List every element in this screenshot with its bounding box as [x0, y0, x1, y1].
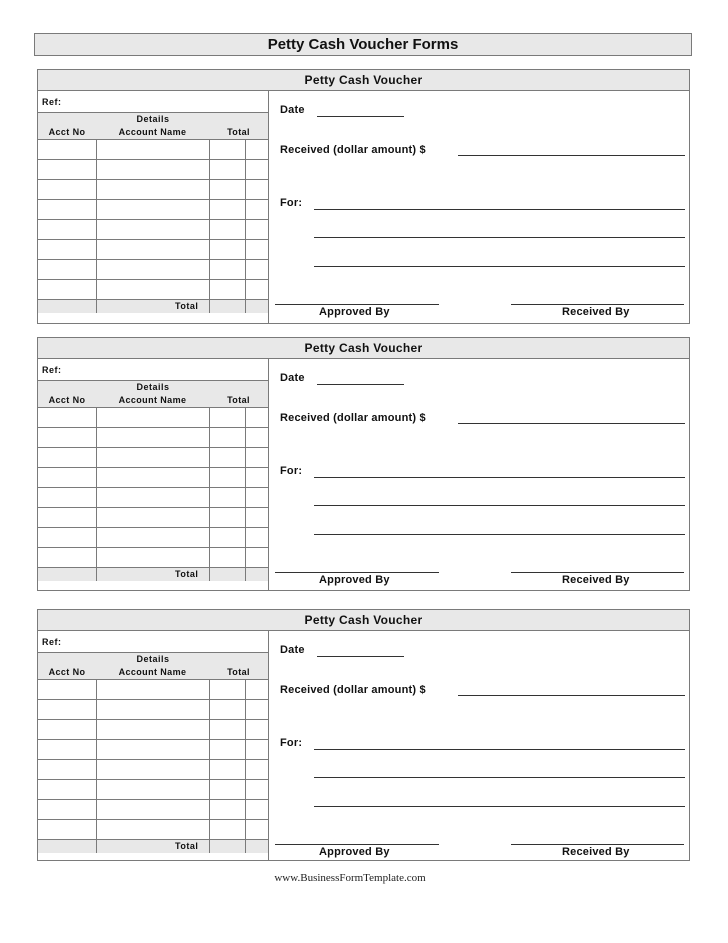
details-row[interactable] [38, 180, 268, 200]
voucher-info-panel [269, 359, 689, 590]
for-field-line-3[interactable] [314, 806, 685, 807]
cell-border [38, 200, 246, 219]
date-label: Date [280, 644, 305, 656]
cell-border [38, 260, 246, 279]
for-field-line-2[interactable] [314, 505, 685, 506]
total-label: Total [175, 301, 199, 311]
cell-border [38, 780, 246, 799]
details-row[interactable] [38, 488, 268, 508]
received-amount-label: Received (dollar amount) $ [280, 684, 426, 696]
page-title: Petty Cash Voucher Forms [34, 33, 692, 56]
details-row[interactable] [38, 528, 268, 548]
details-row[interactable] [38, 720, 268, 740]
petty-cash-voucher-3 [37, 609, 690, 861]
details-grid [38, 408, 268, 581]
column-headers [38, 666, 268, 680]
approved-by-label: Approved By [319, 846, 390, 858]
petty-cash-voucher-2 [37, 337, 690, 591]
details-row[interactable] [38, 700, 268, 720]
voucher-header: Petty Cash Voucher [38, 610, 689, 631]
cell-border [38, 840, 246, 853]
received-amount-field[interactable] [458, 155, 685, 156]
details-row[interactable] [38, 240, 268, 260]
details-row[interactable] [38, 280, 268, 300]
date-field[interactable] [317, 656, 404, 657]
cell-border [38, 488, 246, 507]
cell-border [38, 468, 246, 487]
col-acct-no: Acct No [48, 127, 86, 137]
voucher-details-panel [38, 91, 269, 323]
col-total: Total [227, 127, 250, 137]
cell-border [38, 408, 246, 427]
details-row[interactable] [38, 200, 268, 220]
details-row[interactable] [38, 820, 268, 840]
cell-border [38, 720, 246, 739]
voucher-info-panel [269, 631, 689, 860]
date-label: Date [280, 372, 305, 384]
for-field-line-2[interactable] [314, 237, 685, 238]
received-by-signature-line[interactable] [511, 304, 684, 305]
cell-border [38, 300, 246, 313]
for-field-line-1[interactable] [314, 209, 685, 210]
cell-border [38, 180, 246, 199]
received-amount-label: Received (dollar amount) $ [280, 412, 426, 424]
approved-by-signature-line[interactable] [275, 572, 439, 573]
approved-by-label: Approved By [319, 574, 390, 586]
details-header: Details [38, 112, 268, 127]
received-by-signature-line[interactable] [511, 572, 684, 573]
col-account-name: Account Name [118, 667, 187, 677]
cell-border [38, 280, 246, 299]
petty-cash-voucher-1 [37, 69, 690, 324]
details-row[interactable] [38, 508, 268, 528]
received-amount-field[interactable] [458, 695, 685, 696]
for-label: For: [280, 197, 303, 209]
received-by-label: Received By [562, 846, 630, 858]
voucher-details-panel [38, 359, 269, 590]
cell-border [38, 568, 246, 581]
col-total: Total [227, 395, 250, 405]
col-acct-no: Acct No [48, 395, 86, 405]
voucher-info-panel [269, 91, 689, 323]
details-row[interactable] [38, 448, 268, 468]
for-field-line-3[interactable] [314, 266, 685, 267]
voucher-details-panel [38, 631, 269, 860]
col-total: Total [227, 667, 250, 677]
approved-by-label: Approved By [319, 306, 390, 318]
total-row [38, 300, 268, 313]
ref-label: Ref: [42, 97, 62, 107]
date-field[interactable] [317, 384, 404, 385]
for-field-line-1[interactable] [314, 749, 685, 750]
details-row[interactable] [38, 780, 268, 800]
total-row [38, 840, 268, 853]
for-field-line-2[interactable] [314, 777, 685, 778]
column-headers [38, 126, 268, 140]
details-row[interactable] [38, 220, 268, 240]
received-amount-field[interactable] [458, 423, 685, 424]
ref-label: Ref: [42, 637, 62, 647]
cell-border [38, 820, 246, 839]
details-row[interactable] [38, 408, 268, 428]
approved-by-signature-line[interactable] [275, 844, 439, 845]
details-row[interactable] [38, 740, 268, 760]
cell-border [38, 700, 246, 719]
cell-border [38, 240, 246, 259]
footer-website: www.BusinessFormTemplate.com [274, 872, 426, 884]
details-row[interactable] [38, 160, 268, 180]
details-row[interactable] [38, 140, 268, 160]
received-by-signature-line[interactable] [511, 844, 684, 845]
cell-border [38, 508, 246, 527]
details-row[interactable] [38, 760, 268, 780]
cell-border [38, 740, 246, 759]
cell-border [38, 220, 246, 239]
ref-label: Ref: [42, 365, 62, 375]
date-label: Date [280, 104, 305, 116]
approved-by-signature-line[interactable] [275, 304, 439, 305]
details-row[interactable] [38, 680, 268, 700]
cell-border [38, 800, 246, 819]
date-field[interactable] [317, 116, 404, 117]
received-by-label: Received By [562, 574, 630, 586]
cell-border [38, 760, 246, 779]
voucher-header: Petty Cash Voucher [38, 70, 689, 91]
total-label: Total [175, 841, 199, 851]
col-account-name: Account Name [118, 395, 187, 405]
voucher-header: Petty Cash Voucher [38, 338, 689, 359]
details-row[interactable] [38, 260, 268, 280]
column-headers [38, 394, 268, 408]
details-row[interactable] [38, 428, 268, 448]
details-grid [38, 680, 268, 853]
col-acct-no: Acct No [48, 667, 86, 677]
details-row[interactable] [38, 468, 268, 488]
for-label: For: [280, 737, 303, 749]
cell-border [38, 528, 246, 547]
cell-border [38, 428, 246, 447]
for-field-line-1[interactable] [314, 477, 685, 478]
cell-border [38, 548, 246, 567]
details-header: Details [38, 652, 268, 667]
cell-border [38, 680, 246, 699]
details-header: Details [38, 380, 268, 395]
received-by-label: Received By [562, 306, 630, 318]
received-amount-label: Received (dollar amount) $ [280, 144, 426, 156]
details-row[interactable] [38, 800, 268, 820]
cell-border [38, 140, 246, 159]
col-account-name: Account Name [118, 127, 187, 137]
details-grid [38, 140, 268, 313]
for-label: For: [280, 465, 303, 477]
total-label: Total [175, 569, 199, 579]
cell-border [38, 160, 246, 179]
cell-border [38, 448, 246, 467]
details-row[interactable] [38, 548, 268, 568]
total-row [38, 568, 268, 581]
for-field-line-3[interactable] [314, 534, 685, 535]
